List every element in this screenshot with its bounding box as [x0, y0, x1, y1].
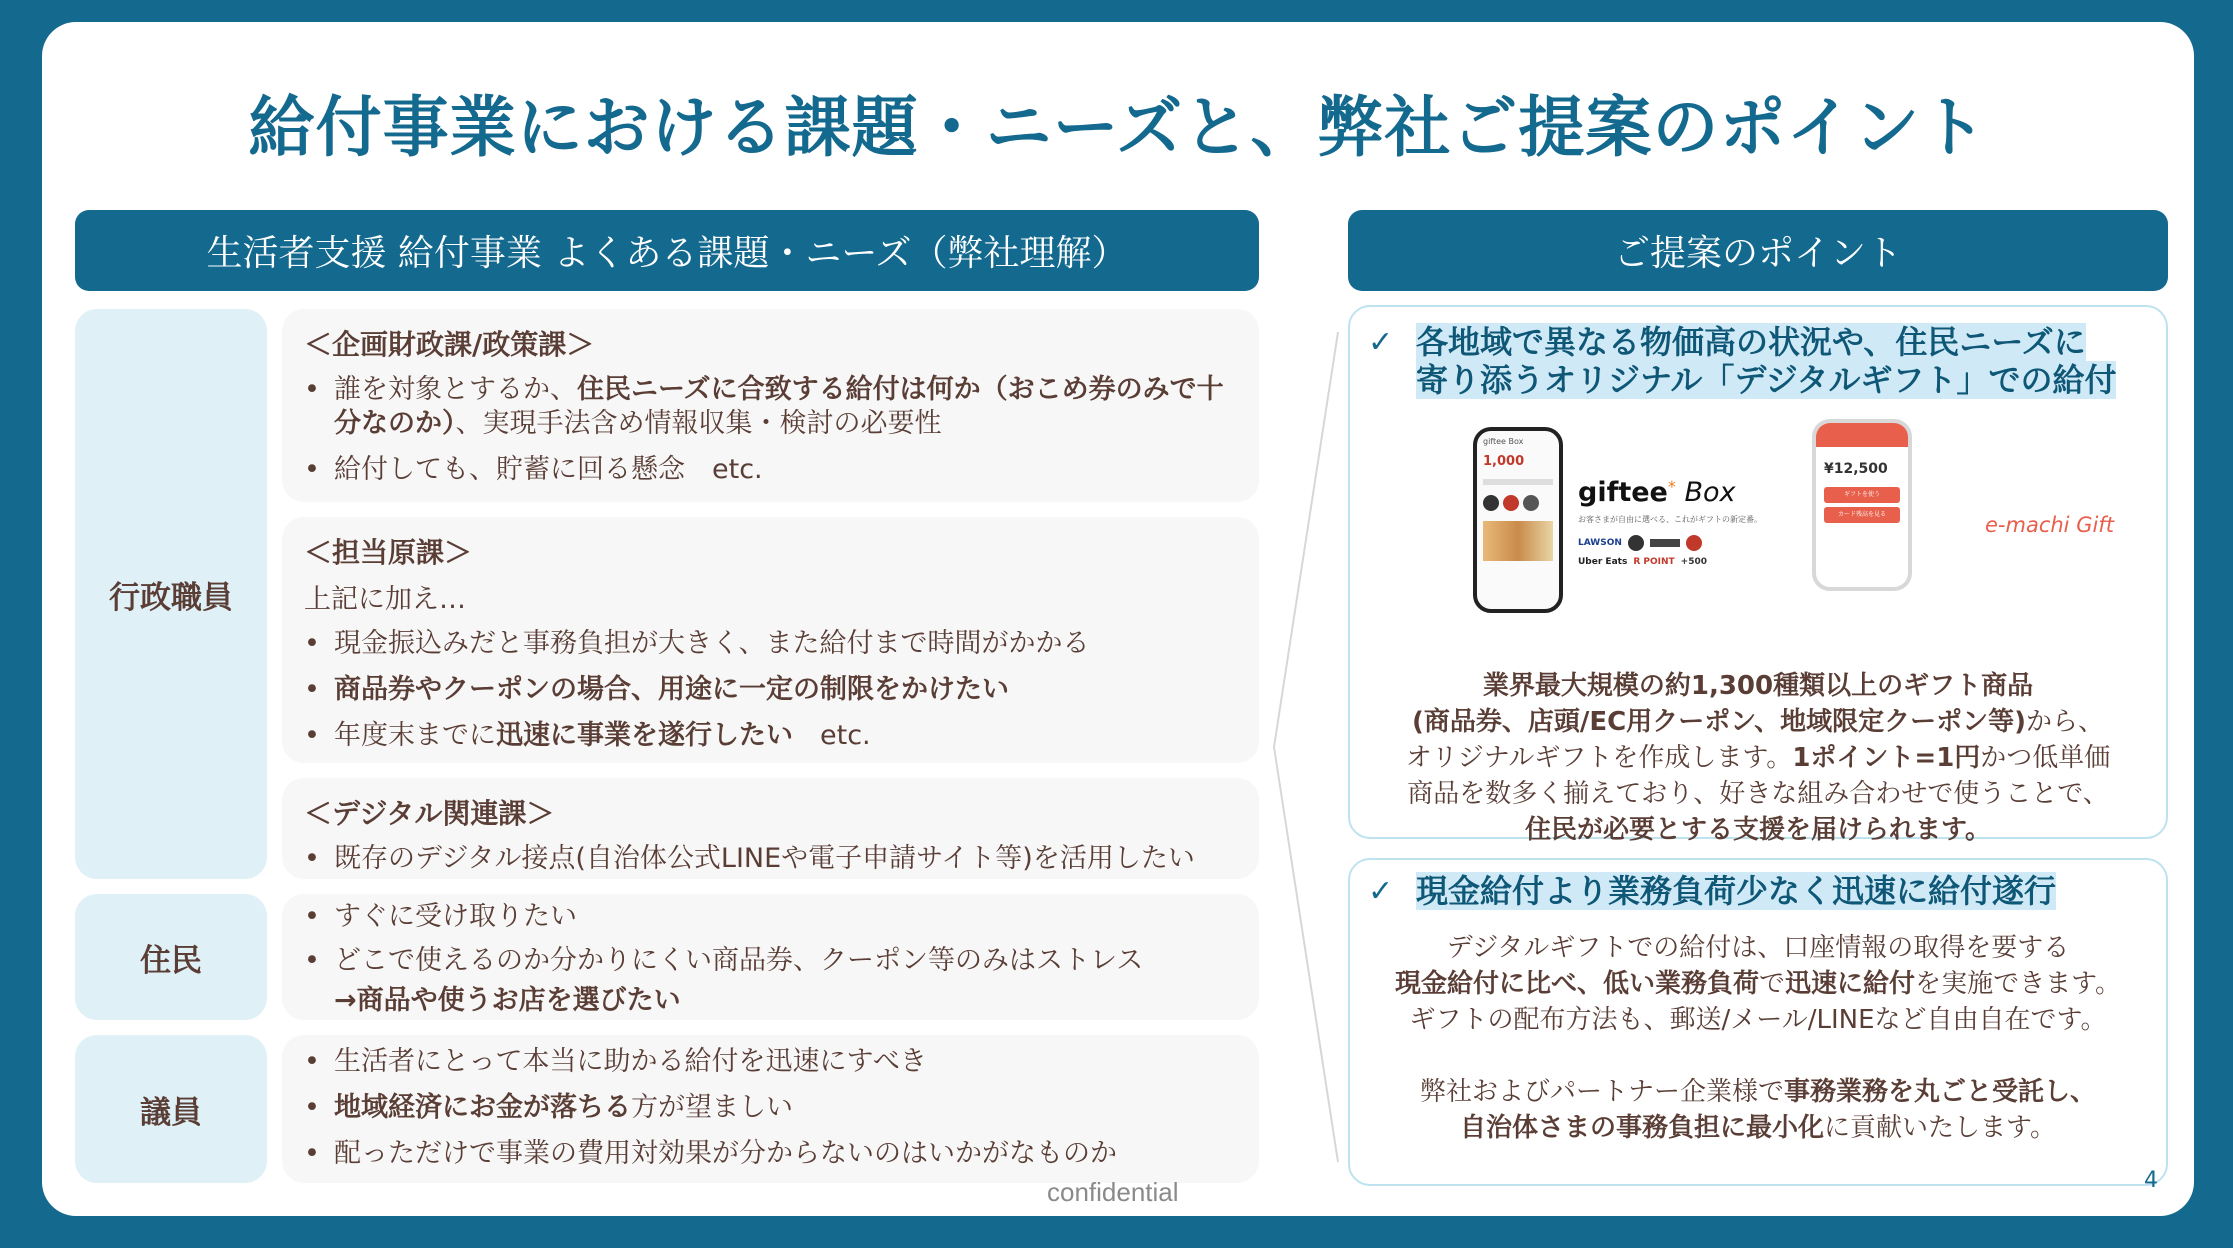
brand-logos — [1578, 535, 1748, 567]
right-section-header: ご提案のポイント — [1348, 210, 2168, 291]
list-item: • どこで使えるのか分かりにくい商品券、クーポン等のみはストレス — [304, 944, 1235, 978]
list-item: • すぐに受け取りたい — [304, 900, 1235, 934]
box-heading: ＜企画財政課/政策課＞ — [304, 328, 595, 361]
page-title: 給付事業における課題・ニーズと、弊社ご提案のポイント — [248, 89, 1988, 166]
point-panel-2 — [1348, 858, 2168, 1186]
phone-app-title: giftee Box — [1483, 437, 1524, 446]
phone-amount: 1,000 — [1483, 454, 1525, 469]
box-heading: ＜担当原課＞ — [304, 536, 473, 569]
slide — [42, 22, 2194, 1216]
role-label-jumin: 住民 — [75, 894, 267, 1020]
role-label-gyosei: 行政職員 — [75, 309, 267, 879]
giftee-box-logo: giftee* Box — [1578, 477, 1736, 508]
box-jumin — [282, 894, 1259, 1020]
list-item: →商品や使うお店を選びたい — [334, 985, 681, 1016]
phone-amount: ¥12,500 — [1824, 461, 1888, 477]
phone-button: カード残高を見る — [1824, 507, 1900, 523]
brand-rpoint: R POINT — [1633, 557, 1675, 567]
giftee-box-phone-image — [1473, 427, 1563, 613]
point-2-description: デジタルギフトでの給付は、口座情報の取得を要する 現金給付に比べ、低い業務負荷で迅速に給付を実施できます。 ギフトの配布方法も、郵送/メール/LINEなど自由自在です。 弊社およびパートナー企業様で事務業務を丸ごと受託し、 自治体さまの事務負担に最小化に貢献いたします。 — [1395, 933, 2121, 1143]
list-item: • 生活者にとって本当に助かる給付を迅速にすべき — [304, 1045, 1235, 1079]
headline-line: 寄り添うオリジナル「デジタルギフト」での給付 — [1416, 361, 2117, 399]
brand-lawson: LAWSON — [1578, 538, 1622, 548]
check-icon: ✓ — [1368, 874, 1394, 909]
check-icon: ✓ — [1368, 325, 1394, 360]
list-item: • 既存のデジタル接点(自治体公式LINEや電子申請サイト等)を活用したい — [304, 842, 1235, 876]
headline-line: 現金給付より業務負荷少なく迅速に給付遂行 — [1416, 872, 2057, 910]
box-kikaku — [282, 309, 1259, 502]
list-item: • 年度末までに迅速に事業を遂行したい etc. — [304, 719, 1235, 753]
box-tanto — [282, 517, 1259, 763]
point-panel-1 — [1348, 305, 2168, 845]
left-section-header: 生活者支援 給付事業 よくある課題・ニーズ（弊社理解） — [75, 210, 1259, 291]
e-machi-gift-logo: e-machi Gift — [1985, 513, 2114, 537]
point-headline-2 — [1368, 872, 2056, 910]
brand-plus500: +500 — [1680, 557, 1707, 567]
confidential-label: confidential — [1047, 1177, 1179, 1207]
role-label-giin: 議員 — [75, 1035, 267, 1183]
e-machi-gift-phone-image — [1812, 419, 1912, 591]
brand-ubereats: Uber Eats — [1578, 557, 1628, 567]
list-item: • 給付しても、貯蓄に回る懸念 etc. — [304, 453, 1235, 487]
phone-button: ギフトを使う — [1824, 487, 1900, 503]
page-number: 4 — [2144, 1168, 2158, 1193]
list-item: • 配っただけで事業の費用対効果が分からないのはいかがなものか — [304, 1137, 1235, 1171]
point-headline-1 — [1368, 323, 2116, 399]
box-heading: ＜デジタル関連課＞ — [304, 797, 555, 830]
box-digital — [282, 778, 1259, 879]
point-1-description: 業界最大規模の約1,300種類以上のギフト商品 (商品券、店頭/EC用クーポン、地域限定クーポン等)から、 オリジナルギフトを作成します。1ポイント=1円かつ低単価 商品を数多く揃えており、好きな組み合わせで使うことで、 住民が必要とする支援を届けられます。 — [1405, 671, 2111, 845]
list-item: • 地域経済にお金が落ちる方が望ましい — [304, 1091, 1235, 1125]
list-item: • 商品券やクーポンの場合、用途に一定の制限をかけたい — [304, 673, 1235, 707]
list-item: • 誰を対象とするか、住民ニーズに合致する給付は何か（おこめ券のみで十分なのか）、実現手法含め情報収集・検討の必要性 — [304, 373, 1235, 441]
box-giin — [282, 1035, 1259, 1183]
headline-line: 各地域で異なる物価高の状況や、住民ニーズに — [1416, 323, 2086, 361]
giftee-tagline: お客さまが自由に選べる、これがギフトの新定番。 — [1578, 515, 1762, 524]
intro-text: 上記に加え… — [304, 584, 466, 615]
list-item: • 現金振込みだと事務負担が大きく、また給付まで時間がかかる — [304, 627, 1235, 661]
